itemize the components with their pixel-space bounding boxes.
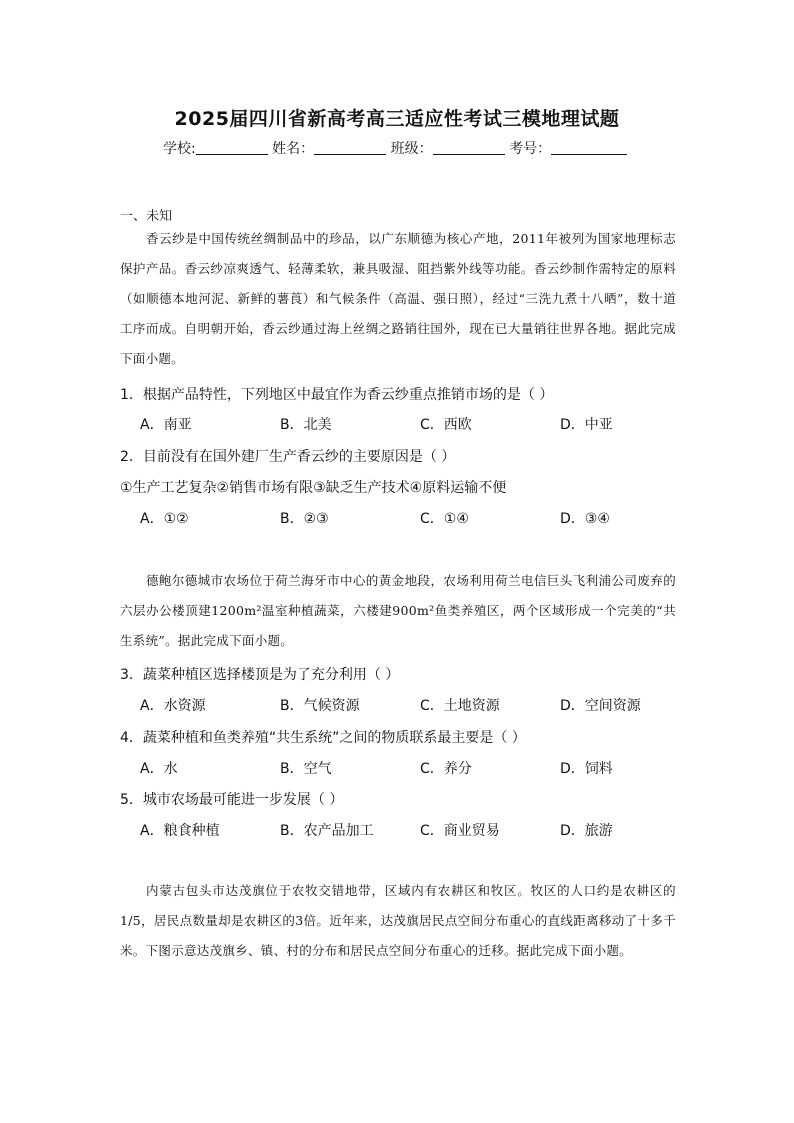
section-heading: 一、未知 (120, 209, 173, 224)
question-2-items: ①生产工艺复杂②销售市场有限③缺乏生产技术④原料运输不便 (120, 480, 507, 496)
passage-xiangyunsha: 香云纱是中国传统丝绸制品中的珍品，以广东顺德为核心产地，2011年被列为国家地理标志保护产品。香云纱凉爽透气、轻薄柔软，兼具吸湿、阻挡紫外线等功能。香云纱制作需特定的原料（如顺德本地河泥、新鲜的薯莨）和气候条件（高温、强日照），经过“三洗九煮十八晒”，数十道工序而成。自明朝开始，香云纱通过海上丝绸之路销往国外，现在已大量销往世界各地。据此完成下面小题。 (120, 231, 676, 366)
question-1: 1．根据产品特性，下列地区中最宜作为香云纱重点推销市场的是（ ） (120, 387, 554, 403)
q1-option-d[interactable]: D．中亚 (560, 417, 613, 433)
q1-option-b[interactable]: B．北美 (280, 417, 332, 433)
name-label: 姓名： (272, 141, 315, 157)
q3-option-b[interactable]: B．气候资源 (280, 698, 360, 714)
class-label: 班级： (390, 141, 433, 157)
q5-option-d[interactable]: D．旅游 (560, 823, 613, 839)
q5-option-a[interactable]: A．粮食种植 (140, 823, 220, 839)
q3-option-d[interactable]: D．空间资源 (560, 698, 641, 714)
question-5-options (140, 820, 700, 840)
school-blank[interactable] (196, 140, 268, 155)
q5-option-c[interactable]: C．商业贸易 (420, 823, 500, 839)
student-info-line (163, 138, 627, 158)
name-blank[interactable] (314, 140, 386, 155)
q5-option-b[interactable]: B．农产品加工 (280, 823, 374, 839)
question-2-options (140, 508, 700, 528)
q4-option-b[interactable]: B．空气 (280, 761, 332, 777)
exam-number-blank[interactable] (551, 140, 627, 155)
question-5: 5．城市农场最可能进一步发展（ ） (120, 792, 344, 808)
passage-damao-banner: 内蒙古包头市达茂旗位于农牧交错地带，区域内有农耕区和牧区。牧区的人口约是农耕区的1/5，居民点数量却是农耕区的3倍。近年来，达茂旗居民点空间分布重心的直线距离移动了十多千米。下图示意达茂旗乡、镇、村的分布和居民点空间分布重心的迁移。据此完成下面小题。 (120, 883, 676, 958)
school-label: 学校: (163, 141, 196, 157)
question-2: 2．目前没有在国外建厂生产香云纱的主要原因是（ ） (120, 449, 456, 465)
q4-option-c[interactable]: C．养分 (420, 761, 472, 777)
class-blank[interactable] (433, 140, 505, 155)
exam-number-label: 考号： (509, 141, 552, 157)
q2-option-d[interactable]: D．③④ (560, 511, 610, 527)
q3-option-c[interactable]: C．土地资源 (420, 698, 500, 714)
q1-option-a[interactable]: A．南亚 (140, 417, 192, 433)
q1-option-c[interactable]: C．西欧 (420, 417, 472, 433)
q4-option-d[interactable]: D．饲料 (560, 761, 613, 777)
q2-option-c[interactable]: C．①④ (420, 511, 469, 527)
question-3-options (140, 695, 700, 715)
page-title: 2025届四川省新高考高三适应性考试三模地理试题 (174, 108, 620, 130)
q4-option-a[interactable]: A．水 (140, 761, 178, 777)
question-1-options (140, 414, 700, 434)
passage-city-farm: 德鲍尔德城市农场位于荷兰海牙市中心的黄金地段，农场利用荷兰电信巨头飞利浦公司废弃的六层办公楼顶建1200m²温室种植蔬菜，六楼建900m²鱼类养殖区，两个区域形成一个完美的“共生系统”。据此完成下面小题。 (120, 573, 676, 648)
q2-option-b[interactable]: B．②③ (280, 511, 329, 527)
q3-option-a[interactable]: A．水资源 (140, 698, 206, 714)
q2-option-a[interactable]: A．①② (140, 511, 189, 527)
question-4: 4．蔬菜种植和鱼类养殖“共生系统”之间的物质联系最主要是（ ） (120, 730, 526, 746)
question-3: 3．蔬菜种植区选择楼顶是为了充分利用（ ） (120, 667, 400, 683)
question-4-options (140, 758, 700, 778)
